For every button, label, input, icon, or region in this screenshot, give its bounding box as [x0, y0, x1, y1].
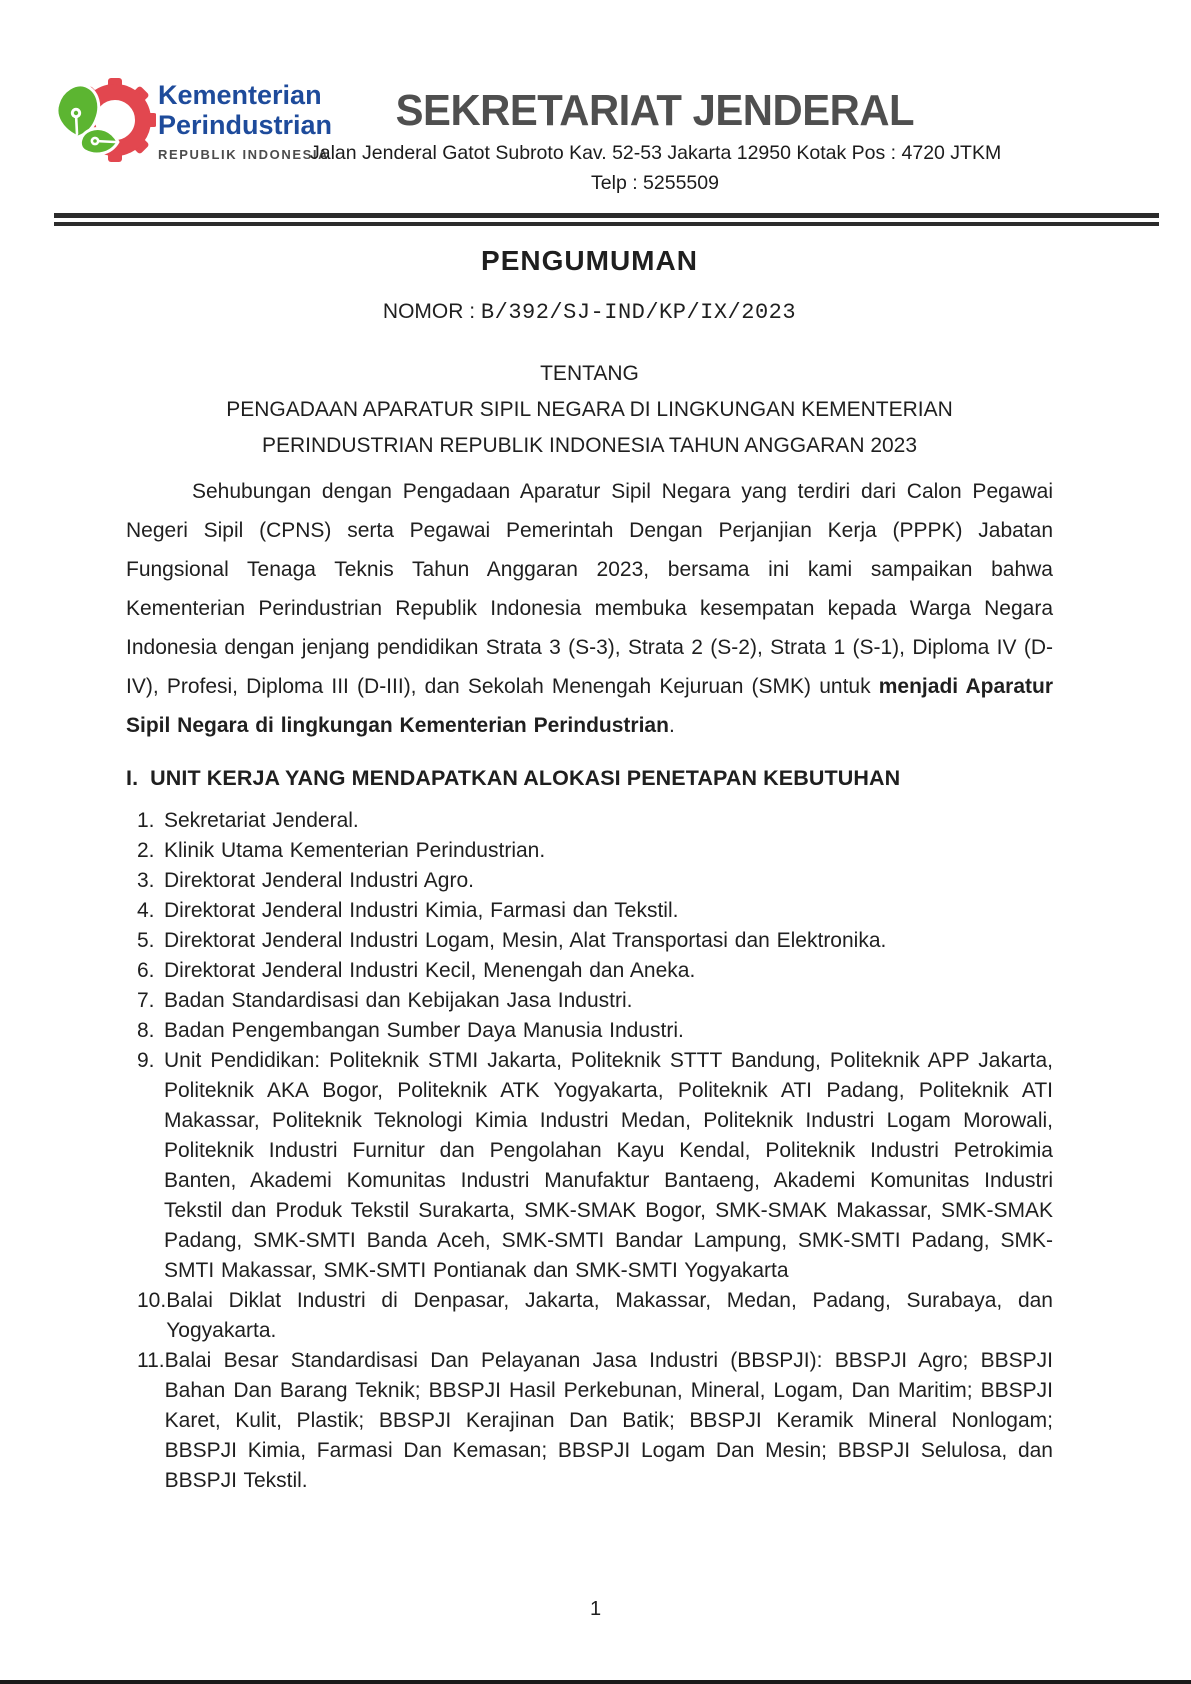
- office-phone: Telp : 5255509: [591, 172, 719, 194]
- letterhead-divider: [54, 213, 1159, 226]
- list-item: [137, 806, 1053, 836]
- list-item-text: Sekretariat Jenderal.: [164, 809, 359, 832]
- list-item: [137, 896, 1053, 926]
- list-item-text: Badan Standardisasi dan Kebijakan Jasa Industri.: [164, 989, 633, 1012]
- section-1-heading: [126, 766, 1053, 791]
- document-number-label: NOMOR :: [382, 300, 481, 323]
- document-number-value: B/392/SJ-IND/KP/IX/2023: [480, 300, 797, 325]
- intro-text-end: .: [668, 714, 675, 737]
- list-item-number: 10.: [137, 1289, 167, 1312]
- letterhead: [0, 0, 1191, 230]
- list-item-number: 1.: [137, 809, 155, 832]
- list-item-number: 11.: [137, 1349, 165, 1372]
- list-item: [137, 926, 1053, 956]
- list-item-text: Balai Diklat Industri di Denpasar, Jakarta, Makassar, Medan, Padang, Surabaya, dan Yogyakarta.: [166, 1289, 1053, 1342]
- ministry-gear-leaf-logo-icon: [52, 70, 156, 182]
- intro-text: Sehubungan dengan Pengadaan Aparatur Sipil Negara yang terdiri dari Calon Pegawai Negeri Sipil (CPNS) serta Pegawai Pemerintah Dengan Perjanjian Kerja (PPPK) Jabatan Fungsional Tenaga Teknis Tahun Anggaran 2023, bersama ini kami sampaikan bahwa Kementerian Perindustrian Republik Indonesia membuka kesempatan kepada Warga Negara Indonesia dengan jenjang pendidikan Strata 3 (S-3), Strata 2 (S-2), Strata 1 (S-1), Diploma IV (D-IV), Profesi, Diploma III (D-III), dan Sekolah Menengah Kejuruan (SMK) untuk: [126, 480, 1053, 698]
- scan-edge-artifact: [0, 1680, 1191, 1684]
- list-item-number: 6.: [137, 959, 155, 982]
- list-item-text: Balai Besar Standardisasi Dan Pelayanan Jasa Industri (BBSPJI): BBSPJI Agro; BBSPJI Bahan Dan Barang Teknik; BBSPJI Hasil Perkebunan, Mineral, Logam, Dan Maritim; BBSPJI Karet, Kulit, Plastik; BBSPJI Kerajinan Dan Batik; BBSPJI Keramik Mineral Nonlogam; BBSPJI Kimia, Farmasi Dan Kemasan; BBSPJI Logam Dan Mesin; BBSPJI Selulosa, dan BBSPJI Tekstil.: [164, 1349, 1053, 1492]
- ministry-identity: [158, 80, 332, 162]
- list-item: [137, 836, 1053, 866]
- list-item-number: 7.: [137, 989, 155, 1012]
- section-1-heading-text: UNIT KERJA YANG MENDAPATKAN ALOKASI PENETAPAN KEBUTUHAN: [150, 766, 901, 790]
- subject-line2: PERINDUSTRIAN REPUBLIK INDONESIA TAHUN ANGGARAN 2023: [261, 434, 918, 457]
- document-number-line: [126, 300, 1053, 325]
- list-item-number: 3.: [137, 869, 155, 892]
- list-item-number: 5.: [137, 929, 155, 952]
- list-item-number: 8.: [137, 1019, 155, 1042]
- list-item: [137, 1046, 1053, 1286]
- subject-line1: PENGADAAN APARATUR SIPIL NEGARA DI LINGKUNGAN KEMENTERIAN: [226, 398, 953, 421]
- list-item: [137, 986, 1053, 1016]
- ministry-name-line2: Perindustrian: [158, 110, 333, 140]
- intro-paragraph: [126, 472, 1053, 745]
- list-item-text: Direktorat Jenderal Industri Logam, Mesin, Alat Transportasi dan Elektronika.: [164, 929, 887, 952]
- list-item-text: Klinik Utama Kementerian Perindustrian.: [164, 839, 546, 862]
- list-item-number: 4.: [137, 899, 155, 922]
- list-item-text: Badan Pengembangan Sumber Daya Manusia Industri.: [164, 1019, 684, 1042]
- list-item: [137, 1346, 1053, 1496]
- list-item-text: Unit Pendidikan: Politeknik STMI Jakarta, Politeknik STTT Bandung, Politeknik APP Jakarta, Politeknik AKA Bogor, Politeknik ATK Yogyakarta, Politeknik ATI Padang, Politeknik ATI Makassar, Politeknik Teknologi Kimia Industri Medan, Politeknik Industri Logam Morowali, Politeknik Industri Furnitur dan Pengolahan Kayu Kendal, Politeknik Industri Petrokimia Banten, Akademi Komunitas Industri Manufaktur Bantaeng, Akademi Komunitas Industri Tekstil dan Produk Tekstil Surakarta, SMK-SMAK Bogor, SMK-SMAK Makassar, SMK-SMAK Padang, SMK-SMTI Banda Aceh, SMK-SMTI Bandar Lampung, SMK-SMTI Padang, SMK-SMTI Makassar, SMK-SMTI Pontianak dan SMK-SMTI Yogyakarta: [164, 1049, 1053, 1282]
- list-item-number: 2.: [137, 839, 155, 862]
- office-name: SEKRETARIAT JENDERAL: [395, 86, 915, 135]
- office-block: [310, 86, 1000, 195]
- section-1-numeral: I.: [126, 766, 139, 790]
- list-item: [137, 1286, 1053, 1346]
- page-number: 1: [589, 1598, 602, 1620]
- list-item-number: 9.: [137, 1049, 155, 1072]
- list-item: [137, 956, 1053, 986]
- list-item-text: Direktorat Jenderal Industri Kimia, Farmasi dan Tekstil.: [164, 899, 679, 922]
- list-item-text: Direktorat Jenderal Industri Kecil, Menengah dan Aneka.: [164, 959, 696, 982]
- list-item: [137, 866, 1053, 896]
- document-title: PENGUMUMAN: [481, 245, 698, 276]
- office-address: Jalan Jenderal Gatot Subroto Kav. 52-53 Jakarta 12950 Kotak Pos : 4720 JTKM: [310, 142, 1002, 164]
- ministry-name-line1: Kementerian: [158, 80, 322, 110]
- list-item-text: Direktorat Jenderal Industri Agro.: [164, 869, 474, 892]
- ministry-subtitle: REPUBLIK INDONESIA: [158, 147, 330, 162]
- unit-list: [137, 806, 1053, 1496]
- about-label: TENTANG: [540, 362, 639, 385]
- intro-text-bold: menjadi Aparatur Sipil Negara di lingkungan Kementerian Perindustrian: [126, 675, 1054, 737]
- list-item: [137, 1016, 1053, 1046]
- document-subject: [126, 392, 1053, 464]
